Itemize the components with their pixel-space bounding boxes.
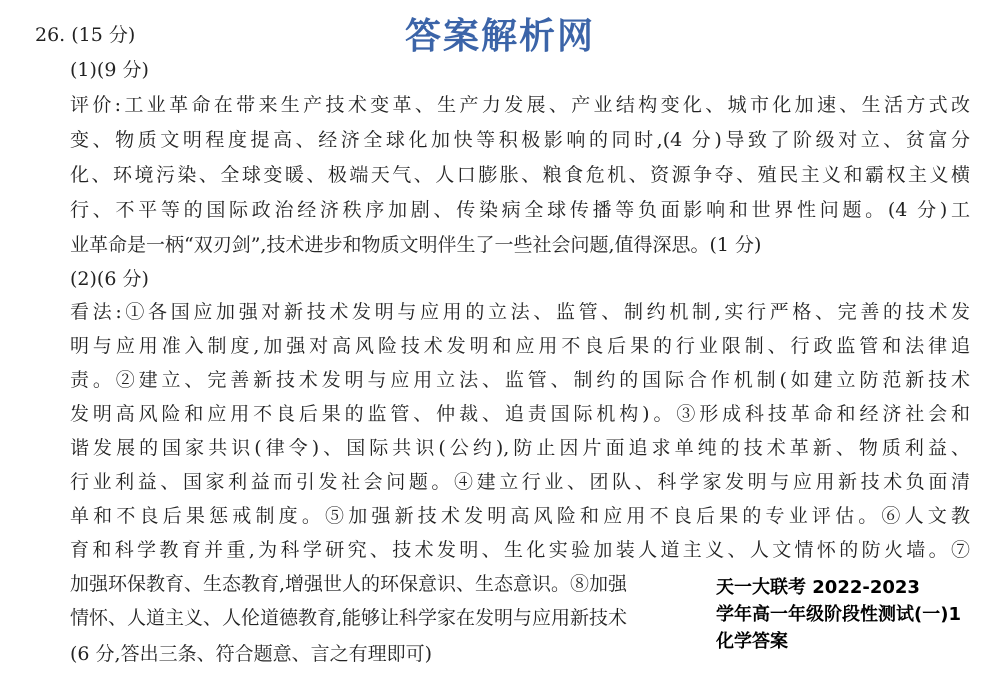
- part1-line: 业革命是一柄“双刃剑”,技术进步和物质文明伴生了一些社会问题,值得深思。(1 分): [70, 234, 762, 256]
- part1-line: 化、环境污染、全球变暖、极端天气、人口膨胀、粮食危机、资源争夺、殖民主义和霸权主义横: [70, 164, 970, 186]
- part2-heading: (2)(6 分): [70, 268, 149, 290]
- part1-line: 行、不平等的国际政治经济秩序加剧、传染病全球传播等负面影响和世界性问题。(4 分)工: [70, 199, 970, 221]
- question-number: 26. (15 分): [35, 24, 136, 46]
- part2-line: 发明高风险和应用不良后果的监管、仲裁、追责国际机构)。③形成科技革命和经济社会和: [70, 403, 970, 425]
- part1-line: 变、物质文明程度提高、经济全球化加快等积极影响的同时,(4 分)导致了阶级对立、贫富分: [70, 129, 970, 151]
- part2-line: 谐发展的国家共识(律令)、国际共识(公约),防止因片面追求单纯的技术革新、物质利益、: [70, 437, 970, 459]
- part2-line: 明与应用准入制度,加强对高风险技术发明和应用不良后果的行业限制、行政监管和法律追: [70, 335, 970, 357]
- watermark-logo: 答案解析网: [405, 15, 596, 57]
- part2-line: 单和不良后果惩戒制度。⑤加强新技术发明高风险和应用不良后果的专业评估。⑥人文教: [70, 505, 970, 527]
- part2-line: 加强环保教育、生态教育,增强世人的环保意识、生态意识。⑧加强: [70, 573, 628, 595]
- part2-line: 责。②建立、完善新技术发明与应用立法、监管、制约的国际合作机制(如建立防范新技术: [70, 369, 970, 391]
- part2-line: 行业利益、国家利益而引发社会问题。④建立行业、团队、科学家发明与应用新技术负面清: [70, 471, 970, 493]
- part1-line: 评价:工业革命在带来生产技术变革、生产力发展、产业结构变化、城市化加速、生活方式改: [70, 94, 970, 116]
- part2-line: 育和科学教育并重,为科学研究、技术发明、生化实验加装人道主义、人文情怀的防火墙。⑦: [70, 539, 970, 561]
- part2-line: 看法:①各国应加强对新技术发明与应用的立法、监管、制约机制,实行严格、完善的技术发: [70, 301, 970, 323]
- part1-heading: (1)(9 分): [70, 59, 149, 81]
- part2-scoring-note: (6 分,答出三条、符合题意、言之有理即可): [70, 643, 432, 665]
- overlay-line: 学年高一年级阶段性测试(一)1: [716, 604, 961, 625]
- caption-overlay: [716, 574, 997, 655]
- part2-line: 情怀、人道主义、人伦道德教育,能够让科学家在发明与应用新技术: [70, 607, 628, 629]
- overlay-line: 化学答案: [716, 631, 788, 652]
- overlay-line: 天一大联考 2022-2023: [716, 577, 920, 598]
